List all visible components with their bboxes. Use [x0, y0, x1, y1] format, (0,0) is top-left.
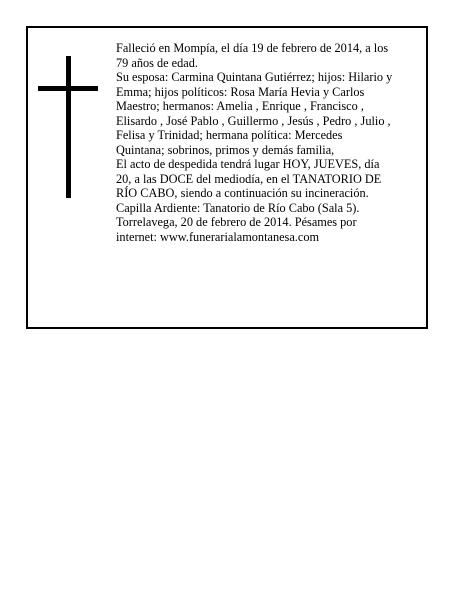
obituary-line: Torrelavega, 20 de febrero de 2014. Pésames por — [116, 215, 357, 229]
obituary-line: Felisa y Trinidad; hermana política: Mercedes — [116, 128, 343, 142]
obituary-line: Emma; hijos políticos: Rosa María Hevia y Carlos — [116, 84, 365, 99]
cross-icon — [38, 56, 98, 198]
cross-vertical-bar — [66, 56, 71, 198]
obituary-line: 79 años de edad. — [116, 55, 198, 70]
obituary-text — [116, 41, 424, 244]
obituary-line: Elisardo , José Pablo , Guillermo , Jesús , Pedro , Julio , — [116, 113, 391, 128]
obituary-line: Capilla Ardiente: Tanatorio de Río Cabo (Sala 5). — [116, 200, 360, 215]
obituary-line: Maestro; hermanos: Amelia , Enrique , Francisco , — [116, 99, 364, 113]
obituary-line: RÍO CABO, siendo a continuación su incineración. — [116, 186, 369, 200]
obituary-line: 20, a las DOCE del mediodía, en el TANATORIO DE — [116, 171, 382, 186]
obituary-line: Falleció en Mompía, el día 19 de febrero de 2014, a los — [116, 41, 389, 55]
obituary-line: Su esposa: Carmina Quintana Gutiérrez; hijos: Hilario y — [116, 70, 393, 84]
obituary-line: internet: www.funerarialamontanesa.com — [116, 229, 320, 244]
cross-horizontal-bar — [38, 86, 98, 91]
obituary-line: Quintana; sobrinos, primos y demás familia, — [116, 142, 335, 157]
obituary-notice — [26, 26, 428, 329]
obituary-line: El acto de despedida tendrá lugar HOY, JUEVES, día — [116, 157, 380, 171]
